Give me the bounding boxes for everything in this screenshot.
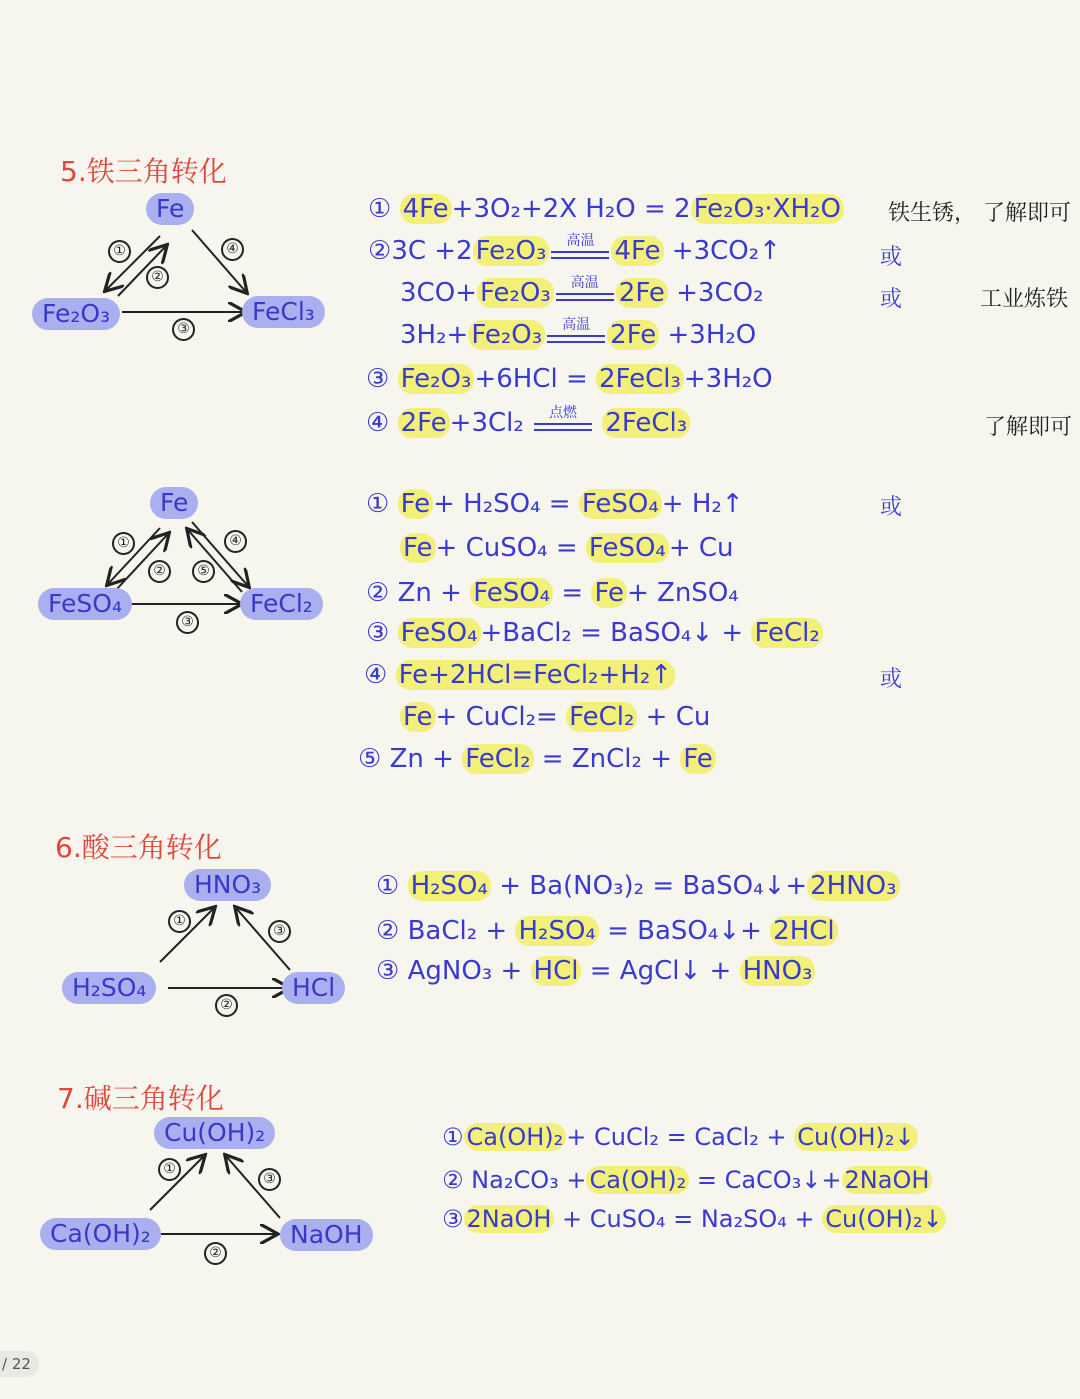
equation-row: ②3C +2 Fe₂O₃ 高温 4Fe +3CO₂↑: [368, 233, 781, 266]
note-industrial: 工业炼铁: [980, 287, 1069, 312]
equation-row: ③ AgNO₃ + HCl = AgCl↓ + HNO₃: [376, 954, 815, 988]
equation-row: Fe + CuCl₂= FeCl₂ + Cu: [400, 700, 710, 734]
step-1-label: ①: [108, 240, 131, 263]
equation-row: ④ 2Fe +3Cl₂ 点燃 2FeCl₃: [366, 406, 690, 440]
node-cuoh2: Cu(OH)₂: [154, 1117, 275, 1149]
equation-row: 3H₂+ Fe₂O₃ 高温 2Fe +3H₂O: [400, 317, 757, 350]
equation-row: ① Fe + H₂SO₄ = FeSO₄ + H₂↑: [366, 489, 744, 519]
page-indicator: / 22: [0, 1351, 39, 1377]
equation-row: ② BaCl₂ + H₂SO₄ = BaSO₄↓+ 2HCl: [376, 914, 838, 948]
step-1-label: ①: [168, 910, 191, 933]
step-3-label: ③: [268, 920, 291, 943]
or-label: 或: [880, 667, 903, 692]
node-hcl: HCl: [282, 972, 345, 1004]
equation-row: Fe + CuSO₄ = FeSO₄ + Cu: [400, 531, 734, 565]
step-1-label: ①: [112, 532, 135, 555]
equation-row: ⑤ Zn + FeCl₂ = ZnCl₂ + Fe: [358, 742, 716, 776]
node-fe: Fe: [146, 193, 194, 225]
step-2-label: ②: [148, 560, 171, 583]
equation-row: ② Zn + FeSO₄ = Fe + ZnSO₄: [366, 578, 739, 608]
step-3-label: ③: [172, 318, 195, 341]
node-fecl2: FeCl₂: [240, 588, 323, 620]
or-label: 或: [880, 287, 903, 312]
step-3-label: ③: [258, 1168, 281, 1191]
note-rust: 铁生锈， 了解即可: [888, 201, 1071, 226]
equation-row: ③ FeSO₄ +BaCl₂ = BaSO₄↓ + FeCl₂: [366, 616, 823, 650]
step-3-label: ③: [176, 611, 199, 634]
step-4-label: ④: [221, 238, 244, 261]
node-feso4: FeSO₄: [38, 588, 132, 620]
equation-row: ② Na₂CO₃ + Ca(OH)₂ = CaCO₃↓+ 2NaOH: [442, 1163, 932, 1197]
node-h2so4: H₂SO₄: [62, 972, 156, 1004]
step-2-label: ②: [204, 1242, 227, 1265]
step-4-label: ④: [224, 530, 247, 553]
section-title-7: 7.碱三角转化: [57, 1082, 224, 1115]
node-naoh: NaOH: [280, 1219, 373, 1251]
equation-row: ① 4Fe +3O₂+2X H₂O = 2 Fe₂O₃·XH₂O: [368, 192, 844, 226]
node-fe: Fe: [150, 487, 198, 519]
equation-row: ③ Fe₂O₃ +6HCl = 2FeCl₃ +3H₂O: [366, 364, 773, 394]
section-title-5: 5.铁三角转化: [60, 155, 227, 188]
equation-row: ① Ca(OH)₂ + CuCl₂ = CaCl₂ + Cu(OH)₂↓: [442, 1120, 918, 1154]
equation-row: ③ 2NaOH + CuSO₄ = Na₂SO₄ + Cu(OH)₂↓: [442, 1202, 946, 1236]
node-fe2o3: Fe₂O₃: [32, 298, 120, 330]
note-optional: 了解即可: [984, 415, 1073, 440]
node-fecl3: FeCl₃: [242, 296, 325, 328]
step-2-label: ②: [215, 994, 238, 1017]
equation-row: ④ Fe+2HCl=FeCl₂+H₂↑: [364, 658, 675, 692]
or-label: 或: [880, 245, 903, 270]
or-label: 或: [880, 495, 903, 520]
equation-row: 3CO+ Fe₂O₃ 高温 2Fe +3CO₂: [400, 275, 764, 308]
section-title-6: 6.酸三角转化: [55, 831, 222, 864]
equation-row: ① H₂SO₄ + Ba(NO₃)₂ = BaSO₄↓+ 2HNO₃: [376, 869, 900, 903]
node-caoh2: Ca(OH)₂: [40, 1218, 161, 1250]
step-1-label: ①: [158, 1158, 181, 1181]
step-2-label: ②: [146, 266, 169, 289]
node-hno3: HNO₃: [184, 869, 271, 901]
step-5-label: ⑤: [192, 560, 215, 583]
